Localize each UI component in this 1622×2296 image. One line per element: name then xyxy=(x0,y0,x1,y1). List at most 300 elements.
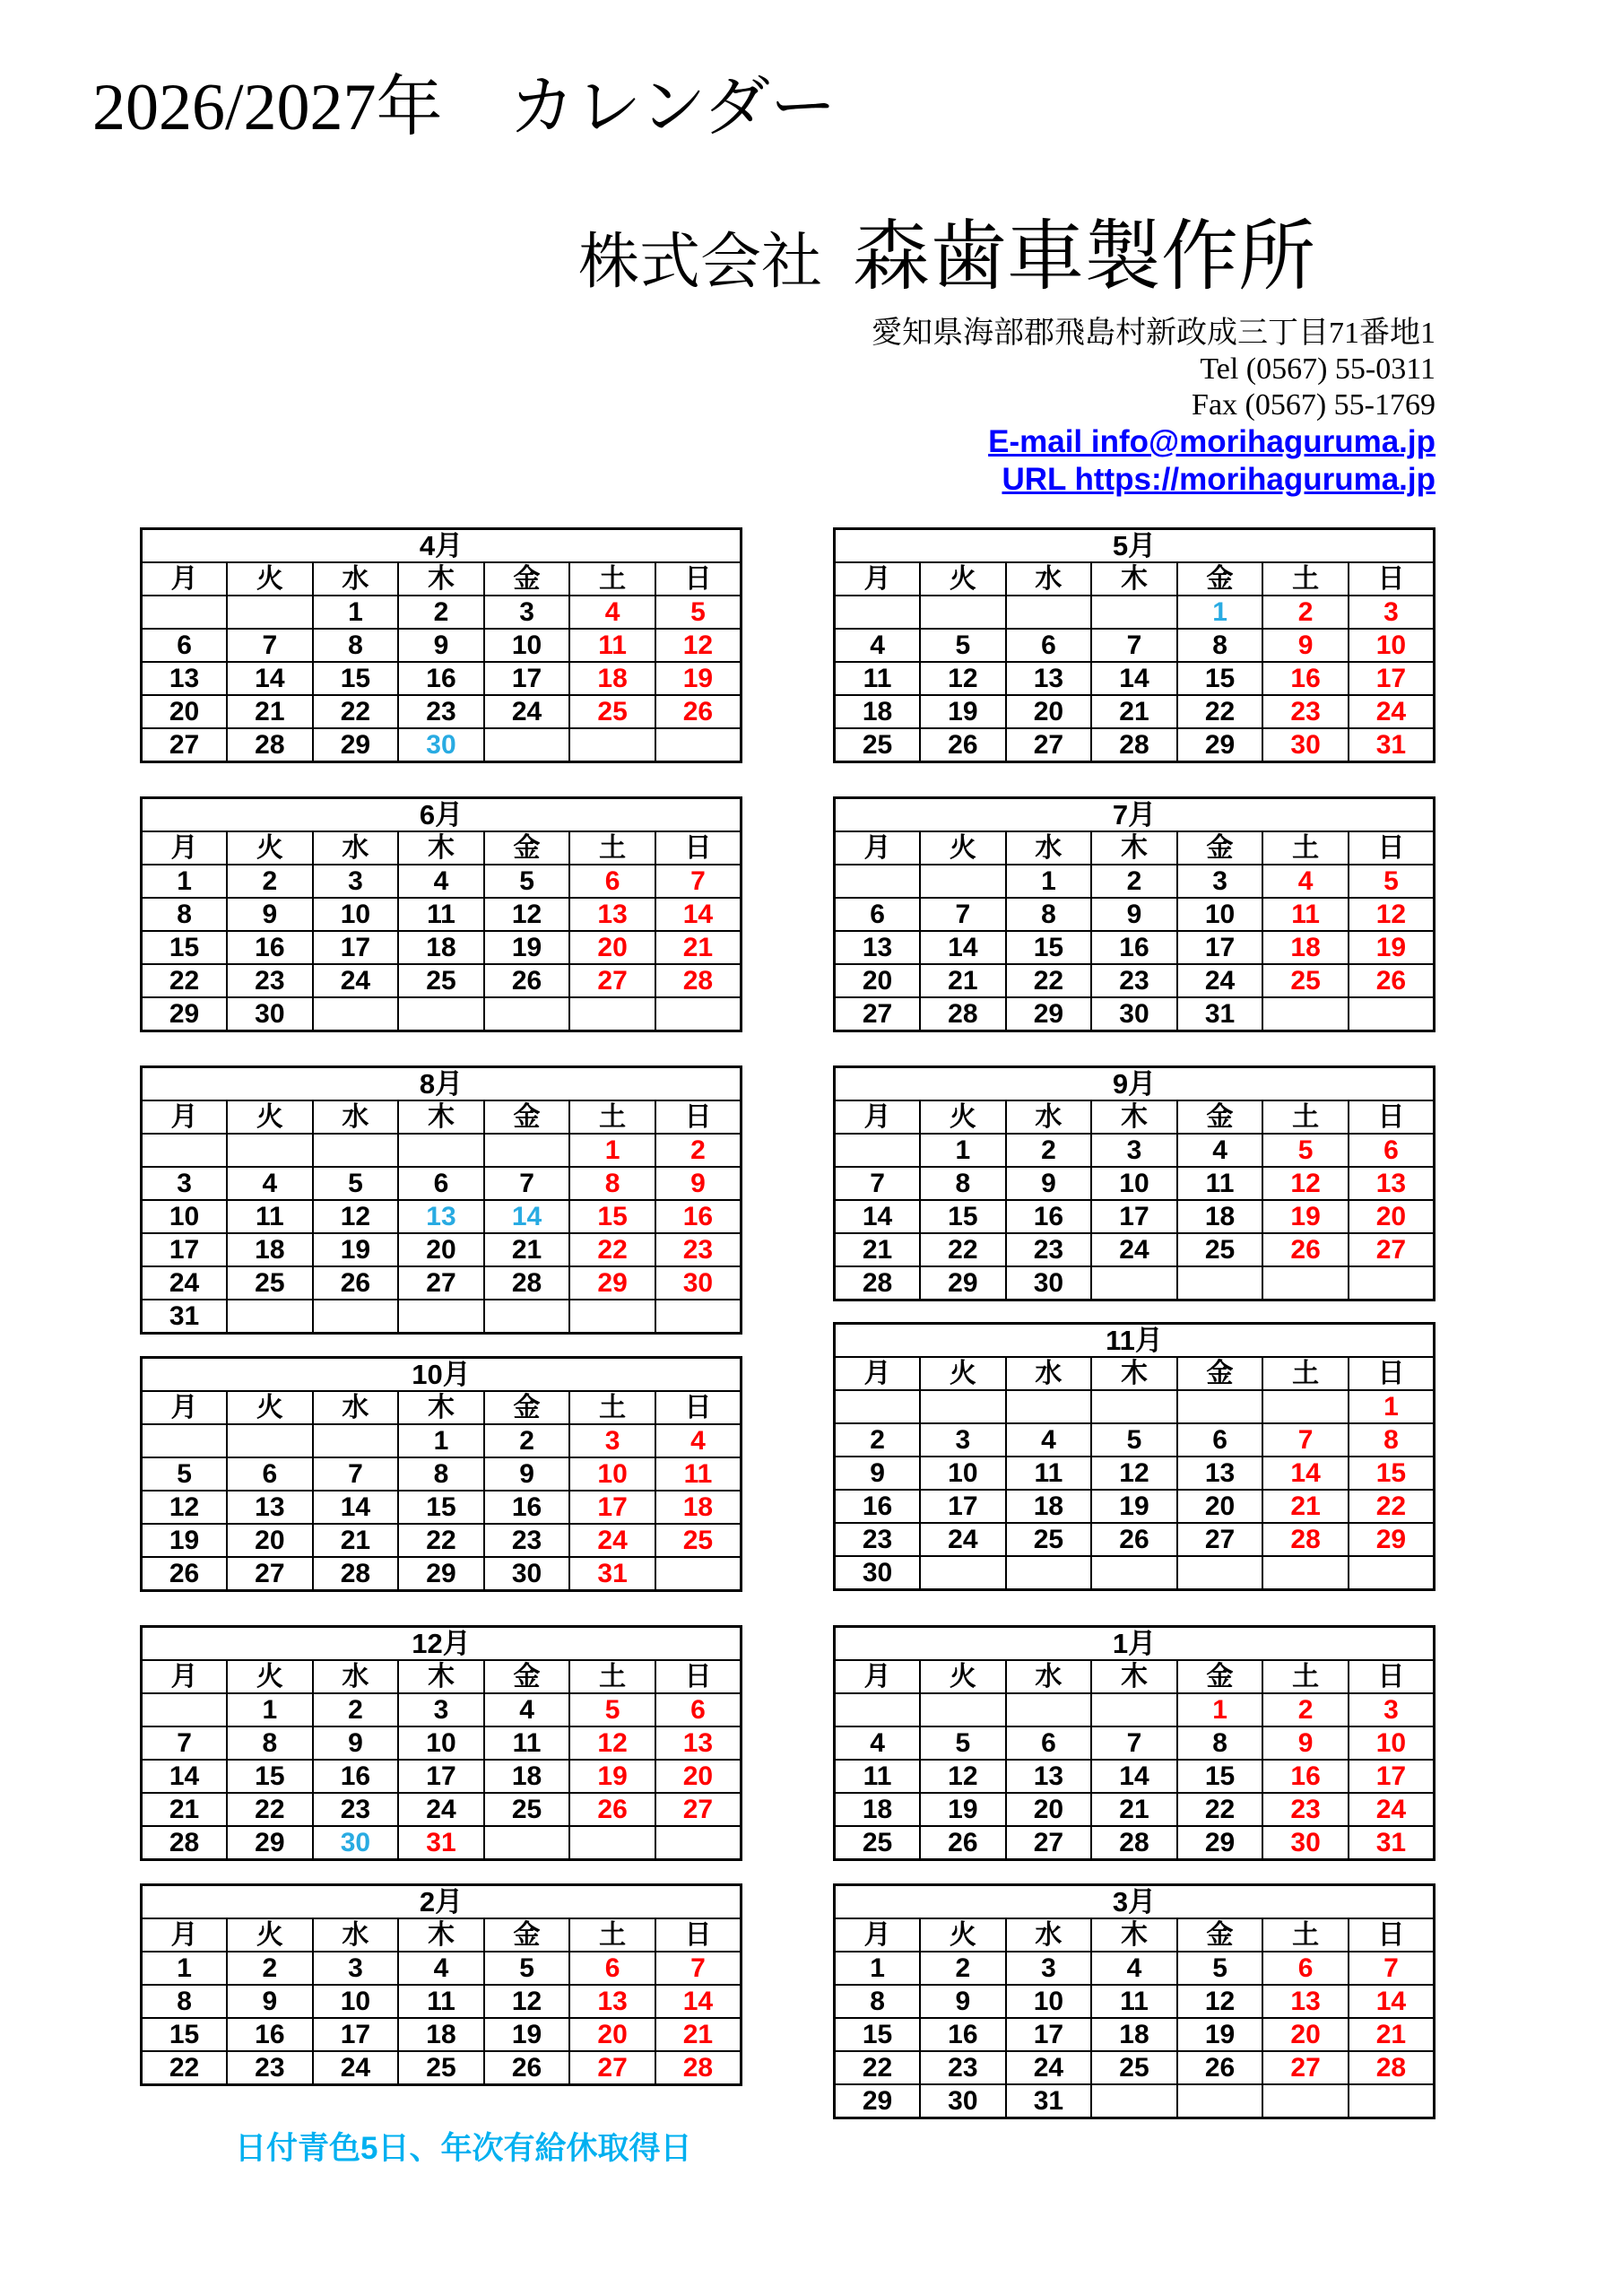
weekday-header: 火 xyxy=(227,1918,313,1952)
date-cell: 5 xyxy=(142,1457,228,1491)
date-cell: 16 xyxy=(835,1490,921,1523)
date-cell: 22 xyxy=(313,695,399,728)
date-cell: 12 xyxy=(920,662,1006,695)
date-cell: 23 xyxy=(227,2051,313,2085)
empty-cell xyxy=(1177,1390,1263,1423)
weekday-header: 水 xyxy=(313,1918,399,1952)
date-cell: 18 xyxy=(835,1793,921,1826)
date-cell: 2 xyxy=(484,1424,570,1457)
weekday-header: 火 xyxy=(227,1660,313,1693)
weekday-header: 土 xyxy=(1262,1918,1349,1952)
date-cell: 20 xyxy=(1262,2018,1349,2051)
date-cell: 29 xyxy=(1177,1826,1263,1860)
date-cell: 12 xyxy=(655,629,742,662)
weekday-header: 火 xyxy=(227,1391,313,1424)
empty-cell xyxy=(655,1826,742,1860)
date-cell: 7 xyxy=(655,1952,742,1985)
empty-cell xyxy=(1262,1266,1349,1300)
date-cell: 17 xyxy=(1091,1200,1177,1233)
date-cell: 25 xyxy=(1177,1233,1263,1266)
empty-cell xyxy=(569,1826,655,1860)
empty-cell xyxy=(1262,997,1349,1031)
date-cell: 22 xyxy=(920,1233,1006,1266)
month-title: 8月 xyxy=(142,1067,742,1101)
date-cell: 21 xyxy=(484,1233,570,1266)
date-cell: 3 xyxy=(142,1167,228,1200)
date-cell: 28 xyxy=(655,964,742,997)
date-cell: 12 xyxy=(1177,1985,1263,2018)
date-cell: 25 xyxy=(1262,964,1349,997)
month-title: 12月 xyxy=(142,1627,742,1661)
date-cell: 22 xyxy=(1006,964,1092,997)
date-cell: 16 xyxy=(920,2018,1006,2051)
empty-cell xyxy=(142,1424,228,1457)
date-cell: 10 xyxy=(1006,1985,1092,2018)
empty-cell xyxy=(655,1300,742,1334)
empty-cell xyxy=(1091,1390,1177,1423)
date-cell: 5 xyxy=(920,629,1006,662)
date-cell: 9 xyxy=(1262,629,1349,662)
empty-cell xyxy=(1091,1266,1177,1300)
date-cell: 18 xyxy=(1091,2018,1177,2051)
date-cell: 10 xyxy=(1091,1167,1177,1200)
date-cell: 24 xyxy=(1349,1793,1435,1826)
weekday-header: 土 xyxy=(1262,1100,1349,1134)
weekday-header: 木 xyxy=(1091,562,1177,596)
empty-cell xyxy=(655,1557,742,1591)
date-cell: 6 xyxy=(1262,1952,1349,1985)
weekday-header: 火 xyxy=(227,562,313,596)
date-cell: 22 xyxy=(835,2051,921,2084)
empty-cell xyxy=(1177,1556,1263,1590)
date-cell: 15 xyxy=(569,1200,655,1233)
date-cell: 4 xyxy=(1091,1952,1177,1985)
calendar-9月 xyxy=(833,1065,1436,1301)
date-cell: 5 xyxy=(1262,1134,1349,1167)
date-cell: 17 xyxy=(313,2018,399,2051)
month-title: 11月 xyxy=(835,1324,1435,1358)
empty-cell xyxy=(1262,1556,1349,1590)
empty-cell xyxy=(484,728,570,762)
empty-cell xyxy=(1091,2084,1177,2118)
date-cell: 29 xyxy=(835,2084,921,2118)
date-cell: 25 xyxy=(398,2051,484,2085)
weekday-header: 土 xyxy=(569,1391,655,1424)
weekday-header: 火 xyxy=(920,1100,1006,1134)
date-cell: 4 xyxy=(569,596,655,629)
date-cell: 12 xyxy=(484,898,570,931)
date-cell: 6 xyxy=(227,1457,313,1491)
empty-cell xyxy=(398,997,484,1031)
date-cell: 4 xyxy=(1177,1134,1263,1167)
date-cell: 27 xyxy=(835,997,921,1031)
weekday-header: 金 xyxy=(1177,1660,1263,1693)
paid-leave-legend: 日付青色5日、年次有給休取得日 xyxy=(235,2131,692,2166)
date-cell: 21 xyxy=(655,931,742,964)
date-cell: 27 xyxy=(1006,728,1092,762)
date-cell: 8 xyxy=(569,1167,655,1200)
date-cell: 15 xyxy=(835,2018,921,2051)
date-cell: 13 xyxy=(1349,1167,1435,1200)
calendar-2月 xyxy=(140,1883,742,2086)
date-cell: 21 xyxy=(227,695,313,728)
date-cell: 10 xyxy=(313,1985,399,2018)
date-cell: 4 xyxy=(484,1693,570,1726)
weekday-header: 火 xyxy=(920,1357,1006,1390)
date-cell: 10 xyxy=(1349,1726,1435,1760)
empty-cell xyxy=(313,1424,399,1457)
weekday-header: 土 xyxy=(1262,1357,1349,1390)
date-cell: 16 xyxy=(1262,662,1349,695)
empty-cell xyxy=(227,1300,313,1334)
weekday-header: 木 xyxy=(398,831,484,865)
date-cell: 7 xyxy=(1262,1423,1349,1457)
date-cell: 15 xyxy=(1177,662,1263,695)
date-cell: 3 xyxy=(313,1952,399,1985)
empty-cell xyxy=(920,1693,1006,1726)
date-cell: 18 xyxy=(484,1760,570,1793)
date-cell: 11 xyxy=(1262,898,1349,931)
date-cell: 14 xyxy=(655,898,742,931)
date-cell: 27 xyxy=(655,1793,742,1826)
date-cell: 19 xyxy=(1177,2018,1263,2051)
weekday-header: 土 xyxy=(569,1100,655,1134)
date-cell: 18 xyxy=(835,695,921,728)
weekday-header: 土 xyxy=(1262,562,1349,596)
date-cell: 25 xyxy=(1006,1523,1092,1556)
weekday-header: 日 xyxy=(655,1100,742,1134)
date-cell: 14 xyxy=(920,931,1006,964)
date-cell: 27 xyxy=(1177,1523,1263,1556)
weekday-header: 水 xyxy=(313,1100,399,1134)
weekday-header: 火 xyxy=(227,831,313,865)
date-cell: 16 xyxy=(1006,1200,1092,1233)
month-title: 10月 xyxy=(142,1358,742,1392)
date-cell: 23 xyxy=(484,1524,570,1557)
date-cell: 15 xyxy=(920,1200,1006,1233)
date-cell: 24 xyxy=(1006,2051,1092,2084)
weekday-header: 土 xyxy=(1262,831,1349,865)
date-cell: 23 xyxy=(1262,695,1349,728)
date-cell: 2 xyxy=(1091,865,1177,898)
date-cell: 20 xyxy=(142,695,228,728)
date-cell: 10 xyxy=(398,1726,484,1760)
date-cell: 11 xyxy=(569,629,655,662)
date-cell: 4 xyxy=(227,1167,313,1200)
weekday-header: 金 xyxy=(1177,562,1263,596)
date-cell: 26 xyxy=(1262,1233,1349,1266)
empty-cell xyxy=(1262,2084,1349,2118)
date-cell: 9 xyxy=(1262,1726,1349,1760)
date-cell: 8 xyxy=(398,1457,484,1491)
empty-cell xyxy=(920,1390,1006,1423)
date-cell: 14 xyxy=(655,1985,742,2018)
date-cell: 5 xyxy=(484,865,570,898)
date-cell: 16 xyxy=(1091,931,1177,964)
date-cell: 13 xyxy=(227,1491,313,1524)
date-cell: 1 xyxy=(1177,596,1263,629)
empty-cell xyxy=(313,1134,399,1167)
calendar-3月 xyxy=(833,1883,1436,2119)
date-cell: 17 xyxy=(1349,1760,1435,1793)
date-cell: 12 xyxy=(142,1491,228,1524)
date-cell: 19 xyxy=(1091,1490,1177,1523)
date-cell: 23 xyxy=(398,695,484,728)
calendar-8月 xyxy=(140,1065,742,1335)
weekday-header: 日 xyxy=(1349,1918,1435,1952)
date-cell: 24 xyxy=(1091,1233,1177,1266)
weekday-header: 月 xyxy=(835,562,921,596)
date-cell: 30 xyxy=(835,1556,921,1590)
weekday-header: 金 xyxy=(484,1391,570,1424)
date-cell: 3 xyxy=(569,1424,655,1457)
date-cell: 5 xyxy=(1091,1423,1177,1457)
empty-cell xyxy=(227,596,313,629)
date-cell: 12 xyxy=(1262,1167,1349,1200)
empty-cell xyxy=(1349,2084,1435,2118)
date-cell: 1 xyxy=(1349,1390,1435,1423)
empty-cell xyxy=(1006,1556,1092,1590)
empty-cell xyxy=(920,596,1006,629)
date-cell: 12 xyxy=(1091,1457,1177,1490)
empty-cell xyxy=(1177,1266,1263,1300)
date-cell: 5 xyxy=(1349,865,1435,898)
date-cell: 8 xyxy=(920,1167,1006,1200)
date-cell: 31 xyxy=(1177,997,1263,1031)
url-link[interactable]: URL https://morihaguruma.jp xyxy=(1002,462,1436,497)
date-cell: 16 xyxy=(398,662,484,695)
empty-cell xyxy=(569,1300,655,1334)
date-cell: 9 xyxy=(655,1167,742,1200)
date-cell: 24 xyxy=(313,964,399,997)
date-cell: 2 xyxy=(313,1693,399,1726)
date-cell: 11 xyxy=(835,1760,921,1793)
date-cell: 28 xyxy=(1349,2051,1435,2084)
date-cell: 20 xyxy=(227,1524,313,1557)
date-cell: 15 xyxy=(227,1760,313,1793)
date-cell: 7 xyxy=(1091,1726,1177,1760)
date-cell: 26 xyxy=(1349,964,1435,997)
weekday-header: 火 xyxy=(227,1100,313,1134)
empty-cell xyxy=(142,1134,228,1167)
weekday-header: 日 xyxy=(655,831,742,865)
date-cell: 4 xyxy=(398,1952,484,1985)
date-cell: 27 xyxy=(1262,2051,1349,2084)
date-cell: 19 xyxy=(569,1760,655,1793)
weekday-header: 木 xyxy=(398,1918,484,1952)
weekday-header: 月 xyxy=(142,1660,228,1693)
weekday-header: 金 xyxy=(1177,831,1263,865)
date-cell: 12 xyxy=(920,1760,1006,1793)
date-cell: 8 xyxy=(142,1985,228,2018)
date-cell: 7 xyxy=(835,1167,921,1200)
empty-cell xyxy=(313,1300,399,1334)
company-name: 森歯車製作所 xyxy=(853,213,1316,300)
date-cell: 16 xyxy=(484,1491,570,1524)
month-title: 5月 xyxy=(835,529,1435,563)
date-cell: 24 xyxy=(1177,964,1263,997)
date-cell: 21 xyxy=(1262,1490,1349,1523)
date-cell: 28 xyxy=(655,2051,742,2085)
date-cell: 17 xyxy=(1006,2018,1092,2051)
date-cell: 11 xyxy=(484,1726,570,1760)
date-cell: 8 xyxy=(313,629,399,662)
empty-cell xyxy=(1006,1390,1092,1423)
date-cell: 20 xyxy=(655,1760,742,1793)
date-cell: 12 xyxy=(313,1200,399,1233)
date-cell: 29 xyxy=(920,1266,1006,1300)
date-cell: 9 xyxy=(398,629,484,662)
weekday-header: 金 xyxy=(1177,1100,1263,1134)
date-cell: 25 xyxy=(569,695,655,728)
date-cell: 3 xyxy=(1177,865,1263,898)
date-cell: 1 xyxy=(313,596,399,629)
date-cell: 18 xyxy=(655,1491,742,1524)
date-cell: 29 xyxy=(142,997,228,1031)
date-cell: 20 xyxy=(398,1233,484,1266)
date-cell: 28 xyxy=(1091,1826,1177,1860)
weekday-header: 木 xyxy=(398,1391,484,1424)
weekday-header: 木 xyxy=(1091,1100,1177,1134)
date-cell: 13 xyxy=(1006,662,1092,695)
date-cell: 1 xyxy=(569,1134,655,1167)
date-cell: 2 xyxy=(920,1952,1006,1985)
date-cell: 2 xyxy=(1262,596,1349,629)
date-cell: 25 xyxy=(484,1793,570,1826)
empty-cell xyxy=(227,1424,313,1457)
date-cell: 29 xyxy=(1006,997,1092,1031)
date-cell: 29 xyxy=(227,1826,313,1860)
email-link[interactable]: E-mail info@morihaguruma.jp xyxy=(988,424,1436,459)
date-cell: 11 xyxy=(398,898,484,931)
date-cell: 24 xyxy=(313,2051,399,2085)
weekday-header: 土 xyxy=(569,1918,655,1952)
date-cell: 24 xyxy=(398,1793,484,1826)
date-cell: 3 xyxy=(920,1423,1006,1457)
date-cell: 19 xyxy=(920,1793,1006,1826)
date-cell: 17 xyxy=(313,931,399,964)
weekday-header: 火 xyxy=(920,831,1006,865)
weekday-header: 火 xyxy=(920,1660,1006,1693)
date-cell: 15 xyxy=(313,662,399,695)
date-cell: 6 xyxy=(1006,629,1092,662)
date-cell: 25 xyxy=(398,964,484,997)
date-cell: 1 xyxy=(398,1424,484,1457)
empty-cell xyxy=(142,596,228,629)
weekday-header: 金 xyxy=(484,1100,570,1134)
date-cell: 22 xyxy=(398,1524,484,1557)
date-cell: 21 xyxy=(142,1793,228,1826)
weekday-header: 火 xyxy=(920,1918,1006,1952)
date-cell: 29 xyxy=(1349,1523,1435,1556)
date-cell: 7 xyxy=(1349,1952,1435,1985)
date-cell: 8 xyxy=(1006,898,1092,931)
empty-cell xyxy=(398,1134,484,1167)
date-cell: 6 xyxy=(569,865,655,898)
weekday-header: 火 xyxy=(920,562,1006,596)
date-cell: 23 xyxy=(835,1523,921,1556)
weekday-header: 金 xyxy=(484,562,570,596)
date-cell: 2 xyxy=(655,1134,742,1167)
date-cell: 26 xyxy=(1177,2051,1263,2084)
contact-block xyxy=(872,316,1436,499)
date-cell: 13 xyxy=(398,1200,484,1233)
weekday-header: 月 xyxy=(142,1100,228,1134)
empty-cell xyxy=(484,1826,570,1860)
weekday-header: 日 xyxy=(1349,1357,1435,1390)
date-cell: 6 xyxy=(1177,1423,1263,1457)
date-cell: 7 xyxy=(655,865,742,898)
empty-cell xyxy=(484,1134,570,1167)
weekday-header: 月 xyxy=(835,1100,921,1134)
date-cell: 14 xyxy=(1349,1985,1435,2018)
date-cell: 23 xyxy=(920,2051,1006,2084)
calendar-5月 xyxy=(833,527,1436,763)
empty-cell xyxy=(569,728,655,762)
date-cell: 25 xyxy=(227,1266,313,1300)
date-cell: 14 xyxy=(227,662,313,695)
date-cell: 18 xyxy=(1262,931,1349,964)
date-cell: 14 xyxy=(1091,1760,1177,1793)
date-cell: 9 xyxy=(484,1457,570,1491)
date-cell: 21 xyxy=(655,2018,742,2051)
date-cell: 21 xyxy=(1091,1793,1177,1826)
date-cell: 1 xyxy=(1177,1693,1263,1726)
date-cell: 24 xyxy=(569,1524,655,1557)
date-cell: 9 xyxy=(920,1985,1006,2018)
empty-cell xyxy=(655,728,742,762)
date-cell: 11 xyxy=(655,1457,742,1491)
date-cell: 23 xyxy=(1091,964,1177,997)
date-cell: 3 xyxy=(1006,1952,1092,1985)
date-cell: 26 xyxy=(920,728,1006,762)
date-cell: 19 xyxy=(920,695,1006,728)
date-cell: 3 xyxy=(398,1693,484,1726)
month-title: 7月 xyxy=(835,798,1435,832)
date-cell: 2 xyxy=(227,1952,313,1985)
weekday-header: 土 xyxy=(569,831,655,865)
date-cell: 11 xyxy=(1091,1985,1177,2018)
weekday-header: 月 xyxy=(835,1357,921,1390)
date-cell: 12 xyxy=(1349,898,1435,931)
date-cell: 26 xyxy=(142,1557,228,1591)
date-cell: 24 xyxy=(484,695,570,728)
date-cell: 13 xyxy=(569,898,655,931)
calendar-10月 xyxy=(140,1356,742,1592)
date-cell: 29 xyxy=(398,1557,484,1591)
date-cell: 19 xyxy=(313,1233,399,1266)
weekday-header: 日 xyxy=(1349,1100,1435,1134)
date-cell: 15 xyxy=(398,1491,484,1524)
date-cell: 10 xyxy=(313,898,399,931)
date-cell: 22 xyxy=(569,1233,655,1266)
date-cell: 1 xyxy=(142,1952,228,1985)
date-cell: 31 xyxy=(1349,1826,1435,1860)
weekday-header: 木 xyxy=(1091,1918,1177,1952)
date-cell: 18 xyxy=(398,2018,484,2051)
date-cell: 28 xyxy=(142,1826,228,1860)
date-cell: 9 xyxy=(313,1726,399,1760)
empty-cell xyxy=(1177,2084,1263,2118)
date-cell: 5 xyxy=(313,1167,399,1200)
calendar-4月 xyxy=(140,527,742,763)
date-cell: 16 xyxy=(227,2018,313,2051)
weekday-header: 水 xyxy=(1006,1357,1092,1390)
date-cell: 9 xyxy=(1006,1167,1092,1200)
date-cell: 8 xyxy=(835,1985,921,2018)
date-cell: 4 xyxy=(835,1726,921,1760)
month-title: 4月 xyxy=(142,529,742,563)
